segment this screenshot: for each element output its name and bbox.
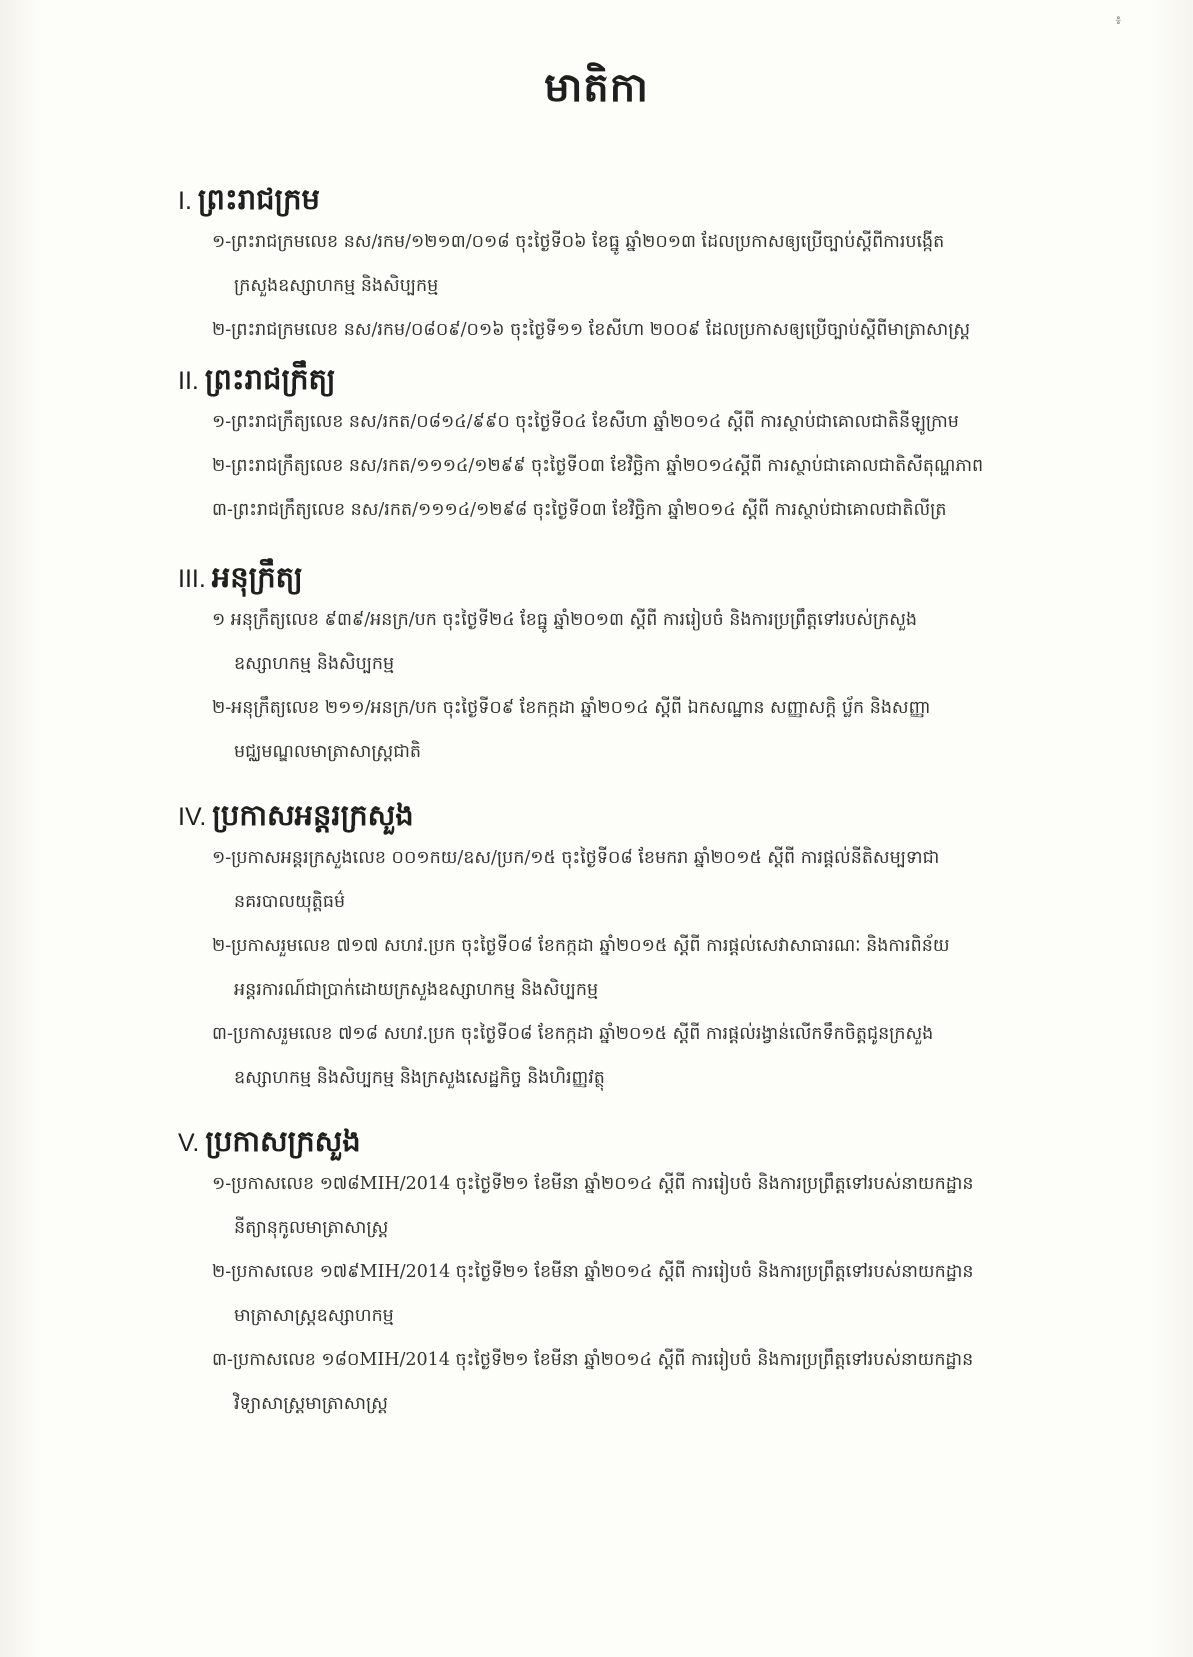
item-text-continued: អន្តរការណ៍ជាប្រាក់ដោយក្រសួងឧស្សាហកម្ម និងសិប្បកម្ម bbox=[234, 980, 599, 1000]
list-item bbox=[212, 924, 1117, 1012]
item-text-continued: នីត្យានុកូលមាត្រាសាស្ត្រ bbox=[234, 1218, 389, 1238]
list-item bbox=[212, 1012, 1117, 1100]
item-text-continued: ឧស្សាហកម្ម និងសិប្បកម្ម bbox=[234, 654, 395, 674]
section-number: II. bbox=[178, 367, 199, 395]
item-text: ២-ព្រះរាជក្រមលេខ នស/រកម/០៨០៩/០១៦ ចុះថ្ងៃទី១១ ខែសីហា ២០០៩ ដែលប្រកាសឲ្យប្រើច្បាប់ស្ដីពីមាត្រាសាស្ត្រ bbox=[212, 320, 971, 340]
section-number: IV. bbox=[178, 803, 207, 831]
section-title: អនុក្រឹត្យ bbox=[211, 560, 303, 594]
item-text: ១-ព្រះរាជក្រឹត្យលេខ នស/រកត/០៨១៤/៩៩០ ចុះថ្ងៃទី០៤ ខែសីហា ឆ្នាំ២០១៤ ស្ដីពី ការស្ថាប់ជាគោលជាតិនីឡូក្រាម bbox=[212, 412, 959, 432]
item-text: ២-ព្រះរាជក្រឹត្យលេខ នស/រកត/១១១៤/១២៩៩ ចុះថ្ងៃទី០៣ ខែវិច្ឆិកា ឆ្នាំ២០១៤ស្ដីពី ការស្ថាប់ជាគោលជាតិសីតុណ្ហភាព bbox=[212, 456, 984, 476]
list-item bbox=[212, 1250, 1117, 1338]
section-sub-decree bbox=[178, 558, 1138, 774]
item-text-continued: មាត្រាសាស្ត្រឧស្សាហកម្ម bbox=[234, 1306, 394, 1326]
item-text: ៣-ព្រះរាជក្រឹត្យលេខ នស/រកត/១១១៤/១២៩៨ ចុះថ្ងៃទី០៣ ខែវិច្ឆិកា ឆ្នាំ២០១៤ ស្ដីពី ការស្ថាប់ជាគោលជាតិលីត្រ bbox=[212, 500, 947, 520]
item-text-continued: មជ្ឈមណ្ឌលមាត្រាសាស្ត្រជាតិ bbox=[234, 742, 421, 762]
section-royal-decree bbox=[178, 360, 1138, 532]
list-item bbox=[212, 836, 1117, 924]
section-number: III. bbox=[178, 565, 206, 593]
list-item bbox=[212, 488, 1117, 532]
item-text: ៣-ប្រកាសលេខ ១៨០MIH/2014 ចុះថ្ងៃទី២១ ខែមីនា ឆ្នាំ២០១៤ ស្ដីពី ការរៀបចំ និងការប្រព្រឹត្តទៅរបស់នាយកដ្ឋាន bbox=[212, 1350, 974, 1370]
item-text-continued: នគរបាលយុត្តិធម៌ bbox=[234, 892, 346, 912]
section-royal-code bbox=[178, 180, 1138, 352]
section-heading bbox=[178, 558, 1138, 598]
section-heading bbox=[178, 796, 1138, 836]
item-text: ១-ប្រកាសលេខ ១៧៨MIH/2014 ចុះថ្ងៃទី២១ ខែមីនា ឆ្នាំ២០១៤ ស្ដីពី ការរៀបចំ និងការប្រព្រឹត្តទៅរបស់នាយកដ្ឋាន bbox=[212, 1174, 974, 1194]
list-item bbox=[212, 686, 1117, 774]
item-text-continued: ឧស្សាហកម្ម និងសិប្បកម្ម និងក្រសួងសេដ្ឋកិច្ច និងហិរញ្ញវត្ថុ bbox=[234, 1068, 605, 1088]
item-text-continued: ក្រសួងឧស្សាហកម្ម និងសិប្បកម្ម bbox=[234, 276, 439, 296]
list-item bbox=[212, 220, 1117, 308]
list-item bbox=[212, 444, 1117, 488]
item-text-continued: វិទ្យាសាស្ត្រមាត្រាសាស្ត្រ bbox=[234, 1394, 388, 1414]
section-title: ប្រកាសក្រសួង bbox=[205, 1124, 361, 1158]
list-item bbox=[212, 1338, 1117, 1426]
section-heading bbox=[178, 1122, 1138, 1162]
section-title: ប្រកាសអន្តរក្រសួង bbox=[212, 798, 414, 832]
item-text: ១ អនុក្រឹត្យលេខ ៩៣៩/អនក្រ/បក ចុះថ្ងៃទី២៤ ខែធ្នូ ឆ្នាំ២០១៣ ស្ដីពី ការរៀបចំ និងការប្រព្រឹត្តទៅរបស់ក្រសួង bbox=[212, 610, 918, 630]
list-item bbox=[212, 308, 1117, 352]
section-title: ព្រះរាជក្រឹត្យ bbox=[204, 362, 336, 396]
item-text: ៣-ប្រកាសរួមលេខ ៧១៨ សហវ.ប្រក ចុះថ្ងៃទី០៨ ខែកក្កដា ឆ្នាំ២០១៥ ស្ដីពី ការផ្ដល់រង្វាន់លើកទឹកចិត្តជូនក្រសួង bbox=[212, 1024, 934, 1044]
list-item bbox=[212, 1162, 1117, 1250]
section-ministerial-prakas bbox=[178, 1122, 1138, 1426]
list-item bbox=[212, 400, 1117, 444]
page-title: មាតិកា bbox=[544, 64, 649, 111]
item-text: ២-ប្រកាសរួមលេខ ៧១៧ សហវ.ប្រក ចុះថ្ងៃទី០៨ ខែកក្កដា ឆ្នាំ២០១៥ ស្ដីពី ការផ្ដល់សេវាសាធារណៈ និងការពិន័យ bbox=[212, 936, 950, 956]
item-text: ២-ប្រកាសលេខ ១៧៩MIH/2014 ចុះថ្ងៃទី២១ ខែមីនា ឆ្នាំ២០១៤ ស្ដីពី ការរៀបចំ និងការប្រព្រឹត្តទៅរបស់នាយកដ្ឋាន bbox=[212, 1262, 974, 1282]
section-heading bbox=[178, 360, 1138, 400]
section-number: V. bbox=[178, 1129, 200, 1157]
section-number: I. bbox=[178, 187, 192, 215]
item-text: ២-អនុក្រឹត្យលេខ ២១១/អនក្រ/បក ចុះថ្ងៃទី០៩ ខែកក្កដា ឆ្នាំ២០១៤ ស្ដីពី ឯកសណ្ឋាន សញ្ញាសក្តិ ប្ល័ក និងសញ្ញា bbox=[212, 698, 931, 718]
corner-mark: ៖ bbox=[1115, 13, 1121, 27]
section-title: ព្រះរាជក្រម bbox=[197, 182, 320, 216]
item-text: ១-ព្រះរាជក្រមលេខ នស/រកម/១២១៣/០១៨ ចុះថ្ងៃទី០៦ ខែធ្នូ ឆ្នាំ២០១៣ ដែលប្រកាសឲ្យប្រើច្បាប់ស្ដីពីការបង្កើត bbox=[212, 232, 945, 252]
item-text: ១-ប្រកាសអន្តរក្រសួងលេខ ០០១កយ/ឧស/ប្រក/១៥ ចុះថ្ងៃទី០៨ ខែមករា ឆ្នាំ២០១៥ ស្ដីពី ការផ្ដល់នីតិសម្បទាជា bbox=[212, 848, 940, 868]
list-item bbox=[212, 598, 1117, 686]
section-heading bbox=[178, 180, 1138, 220]
section-inter-ministerial-prakas bbox=[178, 796, 1138, 1100]
